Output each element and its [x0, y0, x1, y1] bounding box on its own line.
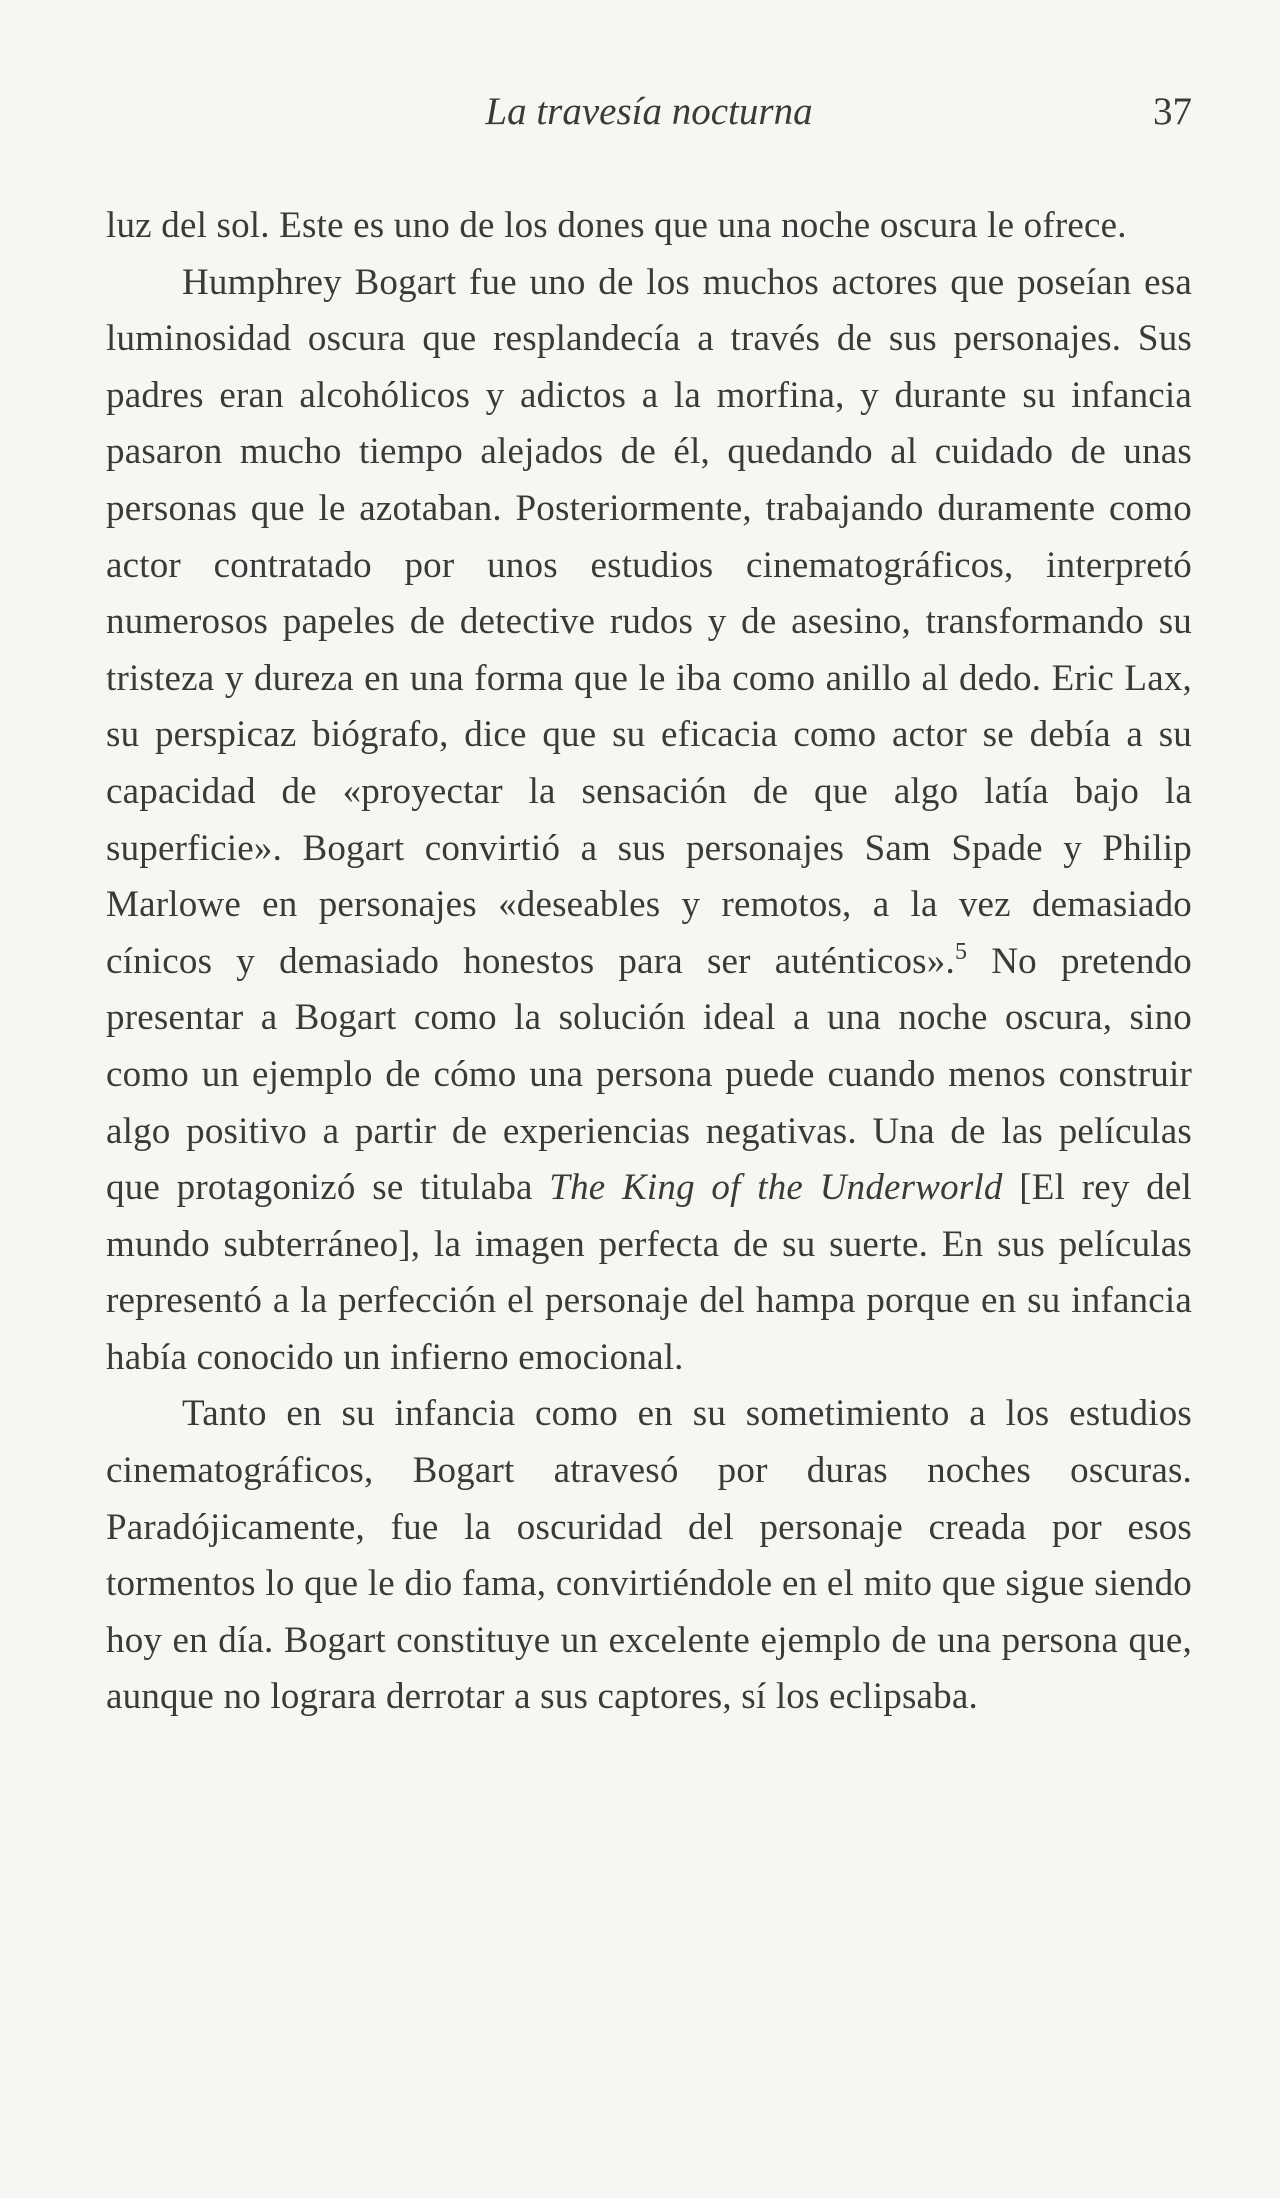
running-title: La travesía nocturna: [485, 90, 813, 133]
paragraph-text: Humphrey Bogart fue uno de los muchos actores que poseían esa luminosidad oscura que resplandecía a través de sus personajes. Sus padres eran alcohólicos y adictos a la morfina, y durante su infancia pasaron mucho tiempo alejados de él, quedando al cuidado de unas personas que le azotaban. Posteriormente, trabajando duramente como actor contratado por unos estudios cinematográficos, interpretó numerosos papeles de detective rudos y de asesino, transformando su tristeza y dureza en una forma que le iba como anillo al dedo. Eric Lax, su perspicaz biógrafo, dice que su eficacia como actor se debía a su capacidad de «proyectar la sensación de que algo latía bajo la superficie». Bogart convirtió a sus personajes Sam Spade y Philip Marlowe en personajes «deseables y remotos, a la vez demasiado cínicos y demasiado honestos para ser auténticos».: [106, 261, 1192, 982]
paragraph-text: Tanto en su infancia como en su sometimiento a los estudios cinematográficos, Bogart atravesó por duras noches oscuras. Paradójicamente, fue la oscuridad del personaje creada por esos tormentos lo que le dio fama, convirtiéndole en el mito que sigue siendo hoy en día. Bogart constituye un excelente ejemplo de una persona que, aunque no lograra derrotar a sus captores, sí los eclipsaba.: [106, 1393, 1192, 1718]
paragraph-text: [El rey del mundo subterráneo], la imagen perfecta de su suerte. En sus películas representó a la perfección el personaje del hampa porque en su infancia había conocido un infierno emocional.: [106, 1167, 1192, 1378]
paragraph-continuation: [106, 198, 1192, 255]
running-header: [106, 86, 1192, 142]
page-number: 37: [1153, 90, 1192, 133]
paragraph-closing: [106, 1386, 1192, 1726]
body-text: [106, 198, 1192, 1726]
paragraph-bogart: [106, 255, 1192, 1387]
footnote-marker: 5: [954, 938, 968, 965]
paragraph-text: luz del sol. Este es uno de los dones que una noche oscura le ofrece.: [106, 205, 1127, 246]
paragraph-text: No pretendo presentar a Bogart como la solución ideal a una noche oscura, sino como un ejemplo de cómo una persona puede cuando menos construir algo positivo a partir de experiencias negativas. Una de las películas que protagonizó se titulaba: [106, 940, 1192, 1209]
film-title: The King of the Underworld: [549, 1167, 1003, 1209]
